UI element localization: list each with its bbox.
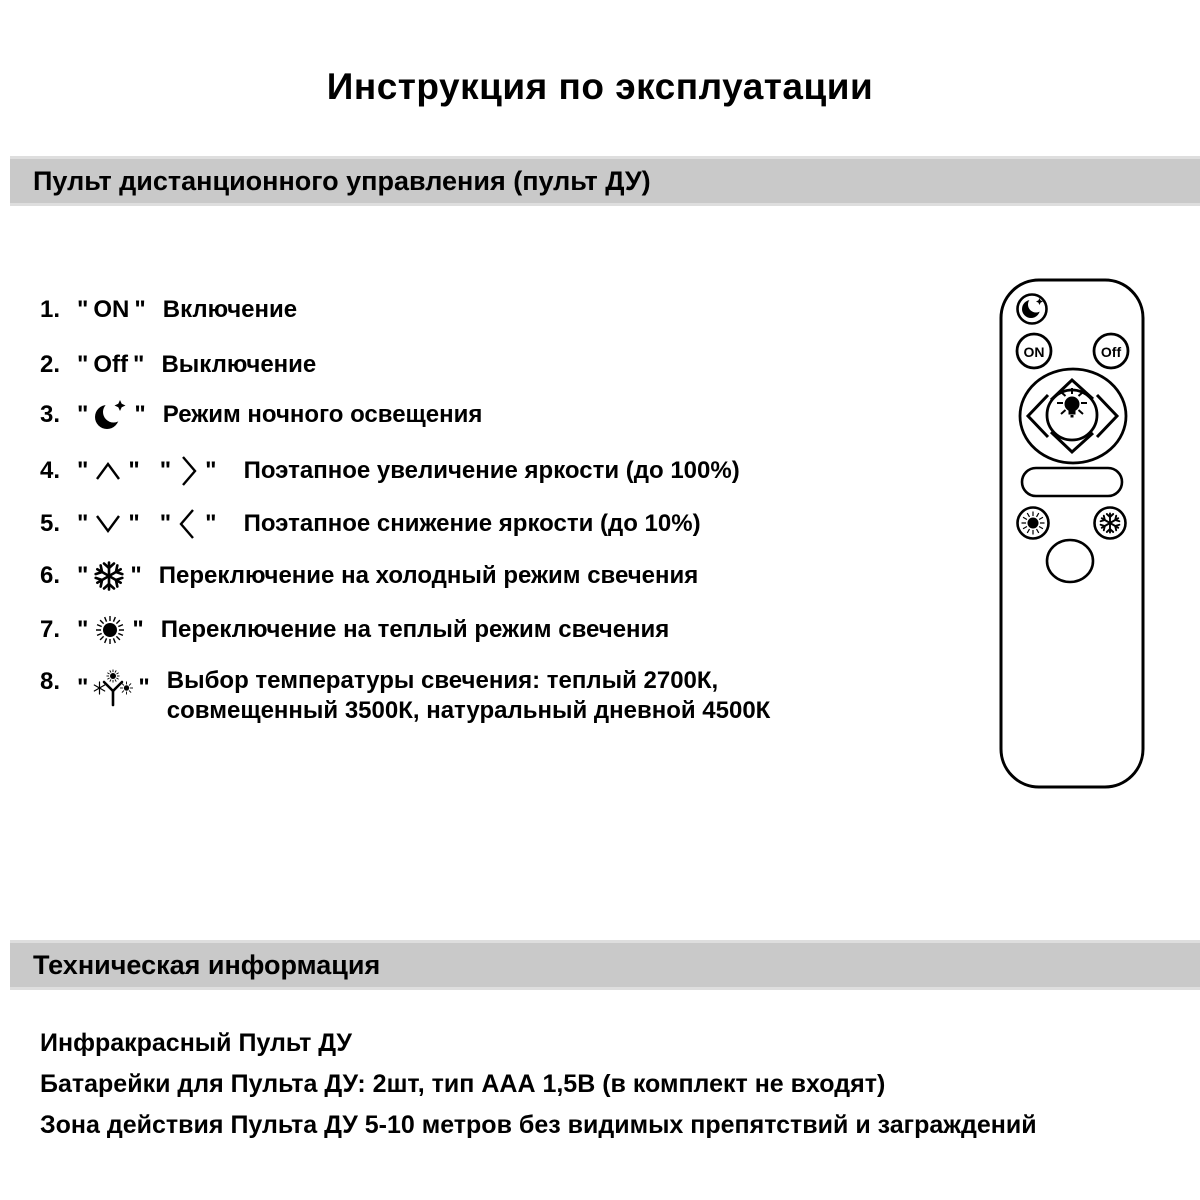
function-item-color-temperature (40, 666, 770, 726)
tech-info-line: Зона действия Пульта ДУ 5-10 метров без видимых препятствий и заграждений (40, 1111, 1037, 1139)
function-item-on (40, 296, 297, 324)
item-label: Включение (162, 296, 298, 323)
function-item-brightness-down (40, 506, 701, 542)
tech-info (40, 1026, 1037, 1149)
item-symbol: " ON " (77, 296, 146, 323)
section-header-tech-label: Техническая информация (33, 949, 381, 980)
section-header-tech (10, 940, 1200, 990)
item-number: 1. (40, 296, 61, 323)
item-number: 2. (40, 351, 61, 378)
page-title: Инструкция по эксплуатации (326, 66, 874, 107)
off-text-symbol: Off (93, 351, 129, 378)
item-number: 4. (40, 457, 61, 484)
chevron-down-icon (93, 512, 123, 536)
item-number: 6. (40, 562, 61, 589)
mini-snowflake-left (95, 682, 105, 694)
lightbulb-icon (1057, 388, 1087, 418)
function-item-brightness-up (40, 453, 740, 489)
item-symbol: " " " " (72, 453, 222, 489)
color-temperature-mix-icon (93, 668, 133, 708)
item-label: Поэтапное снижение яркости (до 10%) (243, 510, 701, 537)
svg-text:Off: Off (1100, 344, 1122, 360)
function-item-warm-mode (40, 613, 669, 647)
item-number: 3. (40, 401, 61, 428)
tech-info-line: Инфракрасный Пульт ДУ (40, 1029, 352, 1057)
item-symbol: " " " " (72, 506, 222, 542)
chevron-up-icon (93, 459, 123, 483)
remote-illustration (998, 273, 1148, 793)
warm-sun-icon (93, 613, 127, 647)
mini-sun-right (120, 682, 133, 695)
item-symbol: " " (72, 668, 155, 708)
item-label: Выключение (161, 351, 317, 378)
item-label: Выбор температуры свечения: теплый 2700К, совмещенный 3500К, натуральный дневной 4500К (166, 667, 771, 724)
mini-sun-top (107, 670, 120, 683)
tech-info-line: Батарейки для Пульта ДУ: 2шт, тип ААА 1,5В (в комплект не входят) (40, 1070, 886, 1098)
chevron-left-icon (176, 506, 200, 542)
function-item-cold-mode (40, 560, 698, 592)
on-text-symbol: ON (93, 296, 130, 323)
item-symbol: " Off " (77, 351, 145, 378)
svg-text:ON: ON (1023, 344, 1045, 360)
item-number: 7. (40, 616, 61, 643)
item-symbol: " " (72, 560, 147, 592)
item-label: Переключение на теплый режим свечения (160, 616, 670, 643)
snowflake-icon (93, 560, 125, 592)
chevron-right-icon (176, 453, 200, 489)
section-header-remote-label: Пульт дистанционного управления (пульт ДУ) (33, 165, 651, 196)
crescent-moon-icon (93, 398, 129, 432)
item-number: 8. (40, 668, 61, 695)
item-label: Поэтапное увеличение яркости (до 100%) (243, 457, 740, 484)
remote-warm-button (1018, 508, 1049, 539)
item-number: 5. (40, 510, 61, 537)
function-item-off (40, 351, 316, 379)
item-label: Переключение на холодный режим свечения (158, 562, 699, 589)
item-symbol: " " (72, 613, 149, 647)
function-item-night-mode (40, 398, 482, 432)
section-header-remote (10, 156, 1200, 206)
item-symbol: " " (72, 398, 151, 432)
item-label: Режим ночного освещения (162, 401, 483, 428)
